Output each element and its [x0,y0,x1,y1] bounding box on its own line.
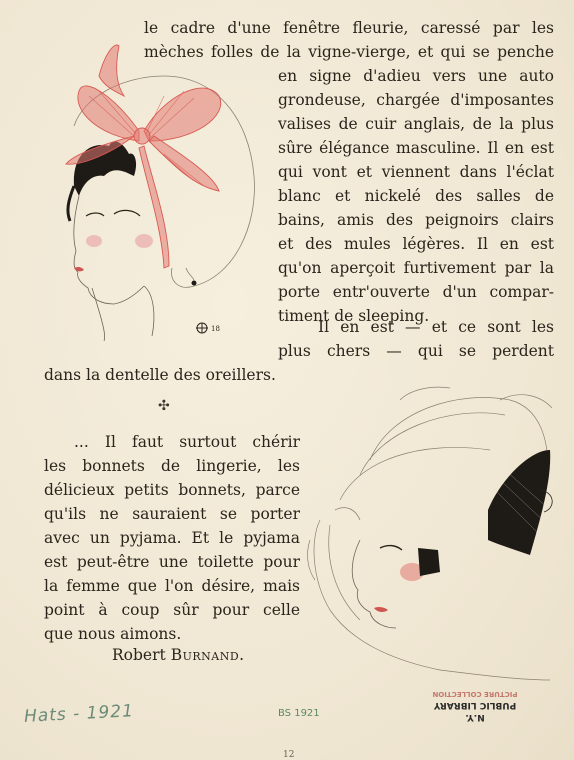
text-line: et des mules légères. Il en est [278,235,554,253]
page-number: 12 [283,750,295,760]
second-paragraph [278,315,554,363]
pencil-annotation: BS 1921 [278,708,320,719]
text-line: ... Il faut surtout chérir [74,433,300,451]
text-line: grondeuse, chargée d'imposantes [278,91,554,109]
text-line: avec un pyjama. Et le pyjama [44,529,300,547]
ornament-divider: ✣ [158,398,170,414]
illustration-lace-bonnet [300,380,560,690]
text-line: porte entr'ouverte d'un compar- [278,283,554,301]
text-line: point à coup sûr pour celle [44,601,300,619]
text-line: les bonnets de lingerie, les [44,457,300,475]
text-line: sûre élégance masculine. Il en est [278,139,554,157]
text-line: est peut-être une toilette pour [44,553,300,571]
author-last-name: Burnand. [170,646,245,664]
text-line: mèches folles de la vigne-vierge, et qui se penche [144,43,554,61]
text-line: valises de cuir anglais, de la plus [278,115,554,133]
author-first-name: Robert [112,646,166,664]
text-line: le cadre d'une fenêtre fleurie, caressé par les [144,19,554,37]
text-line: blanc et nickelé des salles de [278,187,554,205]
text-line: qui vont et viennent dans l'éclat [278,163,554,181]
text-line: bains, amis des peignoirs clairs [278,211,554,229]
handwritten-note: Hats - 1921 [23,701,135,727]
text-line: plus chers — qui se perdent [278,342,554,360]
text-line: qu'on aperçoit furtivement par la [278,259,554,277]
text-line: que nous aimons. [44,625,182,643]
text-line: en signe d'adieu vers une auto [278,67,554,85]
text-line: délicieux petits bonnets, parce [44,481,300,499]
library-stamp [400,690,550,726]
stamp-line: PUBLIC LIBRARY [433,700,517,710]
text-line: timent de sleeping. [278,307,430,325]
author-signature [112,646,245,664]
text-line: dans la dentelle des oreillers. [44,366,276,384]
top-paragraph [144,16,554,328]
text-line: Il en est — et ce sont les [318,318,554,336]
text-line: la femme que l'on désire, mais [44,577,300,595]
stamp-line: PICTURE COLLECTION [432,690,518,698]
svg-text:18: 18 [211,325,220,333]
stamp-line: N.Y. [465,712,485,722]
closing-paragraph [44,430,300,646]
text-line: qu'ils ne sauraient se porter [44,505,300,523]
